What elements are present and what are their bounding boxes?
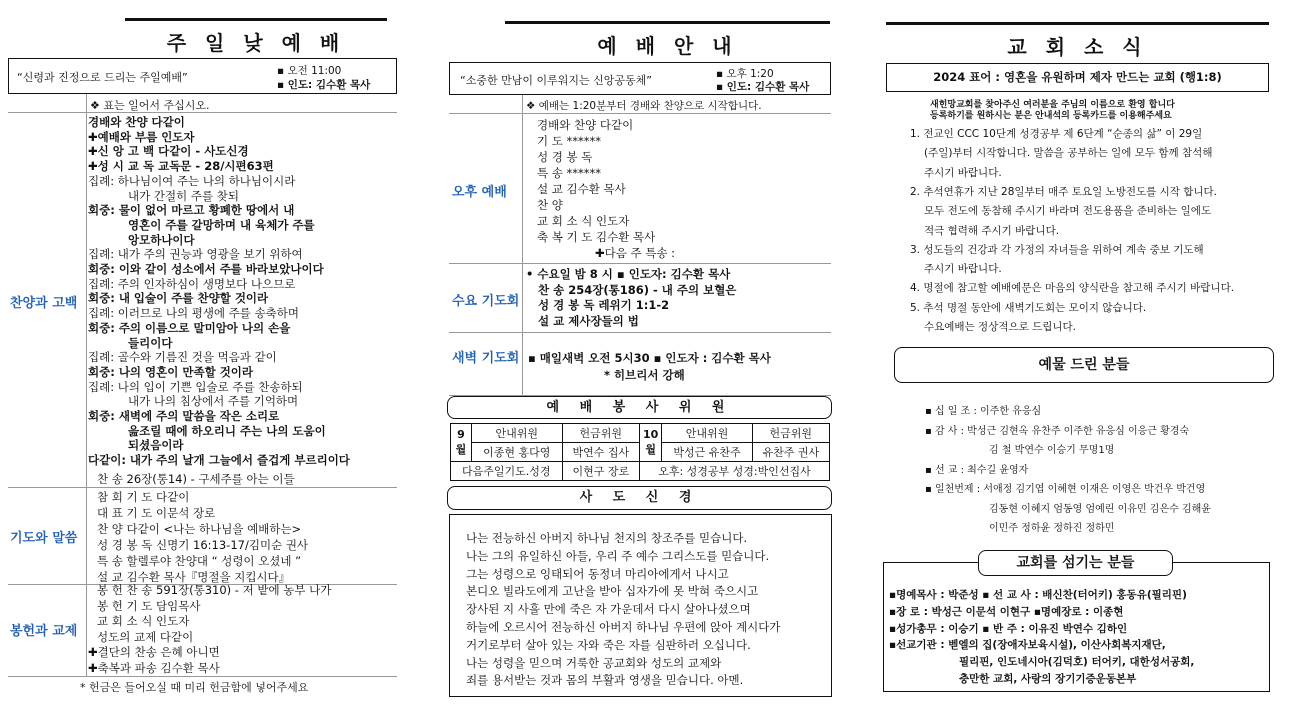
service-committee-table [450,423,830,481]
order-line: 집례: 주의 인자하심이 생명보다 나으므로 [88,276,296,291]
creed-line: 거기로부터 살아 있는 자와 죽은 자를 심판하러 오십니다. [466,637,751,652]
left-note-top: ❖ 표는 일어서 주십시오. [90,99,210,112]
wednesday-service-label: 수요 기도회 [452,294,520,309]
left-title-wrap [125,18,387,56]
middle-motto-box [449,62,831,95]
usher-9: 이종현 홍다영 [472,443,563,462]
order-line: ✚축복과 파송 김수환 목사 [88,660,220,675]
creed-line: 나는 그의 유일하신 아들, 우리 주 예수 그리스도를 믿습니다. [466,548,770,563]
creed-line: 죄를 용서받는 것과 몸의 부활과 영생을 믿습니다. 아멘. [466,673,744,688]
header-usher-9: 안내위원 [472,424,563,443]
creed-line: 본디오 빌라도에게 고난을 받아 십자가에 못 박혀 죽으시고 [466,584,759,599]
left-sep-mid [8,487,397,488]
right-motto: 2024 표어 : 영혼을 유원하며 제자 만드는 교회 (행1:8) [933,70,1222,84]
welcome-line-2: 등록하기를 원하시는 분은 안내석의 등록카드를 이용해주세요 [930,111,1172,121]
order-line: 집례: 내가 주의 권능과 영광을 보기 위하여 [88,247,303,262]
staff-line: 충만한 교회, 사랑의 장기기증운동본부 [959,673,1137,685]
usher-10: 박성근 유찬주 [662,443,752,462]
dawn-service-label: 새벽 기도회 [452,351,520,366]
middle-divider [522,95,523,395]
order-line: 집례: 골수와 기름진 것을 먹음과 같이 [88,350,277,365]
order-line: 앙모하나이다 [128,232,195,247]
offering-giver-line: ▪ 일천번제 : 서애정 김기엽 이혜현 이재은 이영은 박건우 박건영 [925,484,1206,495]
right-title-wrap [886,22,1269,60]
news-item: 3. 성도들의 건강과 각 가정의 자녀들을 위하여 계속 중보 기도해 [910,243,1204,256]
order-line: 설 교 김수환 목사 [537,182,626,196]
offering-giver-line: ▪ 선 교 : 최수길 윤영자 [925,464,1029,476]
order-line: 회중: 나의 영혼이 만족할 것이라 [88,364,254,379]
order-line: 집례: 이러므로 나의 평생에 주를 송축하며 [88,306,300,321]
header-offering-10: 헌금위원 [752,424,829,443]
afternoon-study: 오후: 성경공부 성경:박인선집사 [639,462,829,481]
creed-header [447,486,832,510]
news-item: 4. 명절에 참고할 예배예문은 마음의 양식란을 참고해 주시기 바랍니다. [910,282,1235,295]
order-line: 찬 양 다같이 <나는 하나님을 예배하는> [97,522,302,536]
order-line: ✚다음 주 특송 : [595,246,676,260]
order-line: 봉 헌 기 도 담임목사 [97,598,201,613]
order-line: 회중: 주의 이름으로 말미암아 나의 손을 [88,320,291,335]
order-line: 다같이: 내가 주의 날개 그늘에서 즐겁게 부르리이다 [88,453,350,468]
offering-giver-line: 김 철 박연수 이승기 무명1명 [989,445,1115,456]
order-line: 특 송 ****** [537,166,602,180]
staff-line: ▪명예목사 : 박준성 ▪ 선 교 사 : 배신찬(터어키) 홍동유(필리핀) [889,589,1187,601]
staff-line: 필리핀, 인도네시아(김덕호) 터어키, 대한성서공회, [959,656,1195,669]
creed-box [449,514,832,697]
welcome-line-1: 새힌망교회를 찾아주신 여러분을 주님의 이름으로 환영 합니다 [930,100,1175,110]
order-line: 찬 송 254장(통186) - 내 주의 보혈은 [538,282,737,297]
staff-line: ▪선교기관 : 벧엘의 집(장애자보육시설), 이산사회복지재단, [889,639,1166,652]
middle-leader: ▪ 인도: 김수환 목사 [716,81,810,93]
offering-givers-header [894,347,1274,383]
order-line: • 수요일 밤 8 시 ▪ 인도자: 김수환 목사 [526,267,731,281]
offering-giver-line: ▪ 감 사 : 박성근 김현옥 유찬주 이주한 유응심 이응근 황경숙 [925,425,1190,437]
order-line: 경배와 찬양 다같이 [88,115,185,129]
order-line: 봉 헌 찬 송 591장(통310) - 저 밭에 농부 나가 [97,583,332,597]
hymn-line: 찬 송 26장(통14) - 구세주를 아는 이들 [97,472,295,486]
order-line: 성 경 봉 독 레위기 1:1-2 [538,298,670,312]
page-title-sunday-service: 주 일 낮 예 배 [166,31,346,55]
creed-line: 나는 성령을 믿으며 거룩한 공교회와 성도의 교제와 [466,655,722,670]
news-item: 적극 협력해 주시기 바랍니다. [924,224,1060,237]
next-prayer-label: 다음주일기도.성경 [451,462,563,481]
news-item: 주시기 바랍니다. [924,263,1002,276]
order-line: 성 경 봉 독 [537,150,593,164]
left-leader: ▪ 인도: 김수환 목사 [277,79,371,91]
service-committee-header [447,396,832,419]
left-divider [86,94,87,676]
order-line: ✚예배와 부름 인도자 [88,129,195,144]
offering-giver-line: ▪ 십 일 조 : 이주한 유응심 [925,406,1042,417]
staff-title: 교회를 섬기는 분들 [1016,555,1135,571]
order-line: 들리이다 [128,335,173,350]
order-line: 영혼이 주를 갈망하며 내 육체가 주를 [128,217,315,232]
order-line: ✚신 앙 고 백 다같이 - 사도신경 [88,144,249,159]
section-praise-label: 찬양과 고백 [10,296,78,311]
order-line: 회중: 내 입술이 주를 찬양할 것이라 [88,291,269,306]
section-offering-label: 봉헌과 교제 [10,624,78,639]
offering-giver-line: 김동현 이혜지 엄동영 엄예린 이유민 김은수 김해윤 [989,503,1211,515]
order-line: 대 표 기 도 이문석 장로 [97,506,216,520]
order-line: 읊조릴 때에 하오리니 주는 나의 도움이 [128,423,326,438]
creed-line: 장사된 지 사흘 만에 죽은 자 가운데서 다시 살아나셨으며 [466,602,751,617]
order-line: 성도의 교제 다같이 [97,629,194,644]
order-line: 내가 나의 침상에서 주를 기억하며 [128,394,299,409]
order-line: 내가 간절히 주를 찾되 [128,188,239,203]
left-motto-box [8,58,397,94]
news-item: 모두 전도에 동참해 주시기 바라며 전도용품을 준비하는 일에도 [924,205,1212,218]
order-line: 회중: 새벽에 주의 말씀을 작은 소리로 [88,409,280,423]
order-line: ✚결단의 찬송 은혜 아니면 [88,645,220,659]
creed-line: 나는 전능하신 아버지 하나님 천지의 창조주를 믿습니다. [466,531,748,545]
order-line: 설 교 김수환 목사『명절을 지킵시다』 [97,570,291,584]
order-line: 성 경 봉 독 신명기 16:13-17/김미순 권사 [97,538,309,552]
left-footer-note: * 헌금은 들어오실 때 미리 헌금함에 넣어주세요 [80,681,309,694]
header-usher-10: 안내위원 [662,424,752,443]
order-line: 교 회 소 식 인도자 [537,214,630,228]
news-item: 주시기 바랍니다. [924,166,1002,179]
order-line: 기 도 ****** [537,134,602,148]
creed-line: 그는 성령으로 잉태되어 동정녀 마리아에게서 나시고 [466,566,729,581]
middle-motto: “소중한 만남이 이루워지는 신앙공동체” [460,74,652,87]
offering-9: 박연수 집사 [562,443,639,462]
order-line: ▪ 매일새벽 오전 5시30 ▪ 인도자 : 김수환 목사 [528,351,771,365]
month-10: 10 월 [639,424,661,462]
order-line: 집례: 나의 입이 기쁜 입술로 주를 찬송하되 [88,379,303,394]
order-line: 교 회 소 식 인도자 [97,614,190,628]
mid-sep-3 [449,332,831,333]
section-prayer-label: 기도와 말씀 [10,531,78,546]
news-item: (주일)부터 시작합니다. 말씀을 공부하는 일에 모두 함께 참석해 [924,147,1213,160]
order-line: 회중: 이와 같이 성소에서 주를 바라보았나이다 [88,262,324,276]
order-line: 참 회 기 도 다같이 [97,490,190,504]
creed-title: 사 도 신 경 [579,490,700,505]
order-line: 회중: 물이 없어 마르고 황폐한 땅에서 내 [88,203,295,218]
news-item: 5. 추석 명절 동안에 새벽기도회는 모이지 않습니다. [910,301,1147,314]
next-prayer-person: 이현구 장로 [562,462,639,481]
staff-header [978,550,1173,576]
offering-giver-line: 이민주 정하윤 정하진 정하민 [989,523,1115,534]
offering-givers-title: 예물 드린 분들 [1038,357,1130,373]
creed-line: 하늘에 오르시어 전능하신 아버지 하나님 우편에 앉아 계시다가 [466,620,781,634]
order-line: 찬 양 [537,198,563,212]
afternoon-service-label: 오후 예배 [452,185,507,200]
order-line: 설 교 제사장들의 법 [538,313,639,328]
news-item: 2. 추석연휴가 지난 28일부터 매주 토요일 노방전도를 시작 합니다. [910,185,1217,198]
order-line: 경배와 찬양 다같이 [537,118,634,132]
right-motto-box [886,63,1269,92]
left-time: ▪ 오전 11:00 [277,65,342,77]
order-line: ✚성 시 교 독 교독문 - 28/시편63편 [88,159,274,174]
service-committee-title: 예 배 봉 사 위 원 [546,400,733,415]
news-item: 수요예배는 정상적으로 드립니다. [924,321,1077,333]
order-line: * 히브리서 강해 [604,368,685,382]
mid-sep-1 [449,113,831,114]
offering-10: 유찬주 권사 [752,443,829,462]
order-line: 특 송 할렐루야 찬양대 “ 성령이 오셨네 ” [97,554,302,568]
order-line: 집례: 하나님이여 주는 나의 하나님이시라 [88,173,296,188]
month-9: 9 월 [451,424,472,462]
page-title-service-guide: 예 배 안 내 [597,34,738,58]
page-title-church-news: 교 회 소 식 [1007,35,1148,59]
news-item: 1. 전교인 CCC 10단계 성경공부 제 6단계 “순종의 삶” 이 29일 [910,128,1203,140]
left-sep-bottom [8,676,397,677]
order-line: 축 복 기 도 김수환 목사 [537,230,656,244]
staff-line: ▪성가총무 : 이승기 ▪ 반 주 : 이유진 박연수 김하인 [889,622,1128,635]
staff-line: ▪장 로 : 박성근 이문석 이현구 ▪명예장로 : 이종현 [889,605,1124,618]
header-offering-9: 헌금위원 [562,424,639,443]
afternoon-note: ❖ 예배는 1:20분부터 경배와 찬양으로 시작합니다. [526,100,762,112]
mid-sep-2 [449,263,831,264]
left-motto: “신령과 진정으로 드리는 주일예배” [17,71,188,84]
order-line: 되셨음이라 [128,438,184,453]
middle-title-wrap [505,21,830,59]
middle-time: ▪ 오후 1:20 [716,68,774,80]
